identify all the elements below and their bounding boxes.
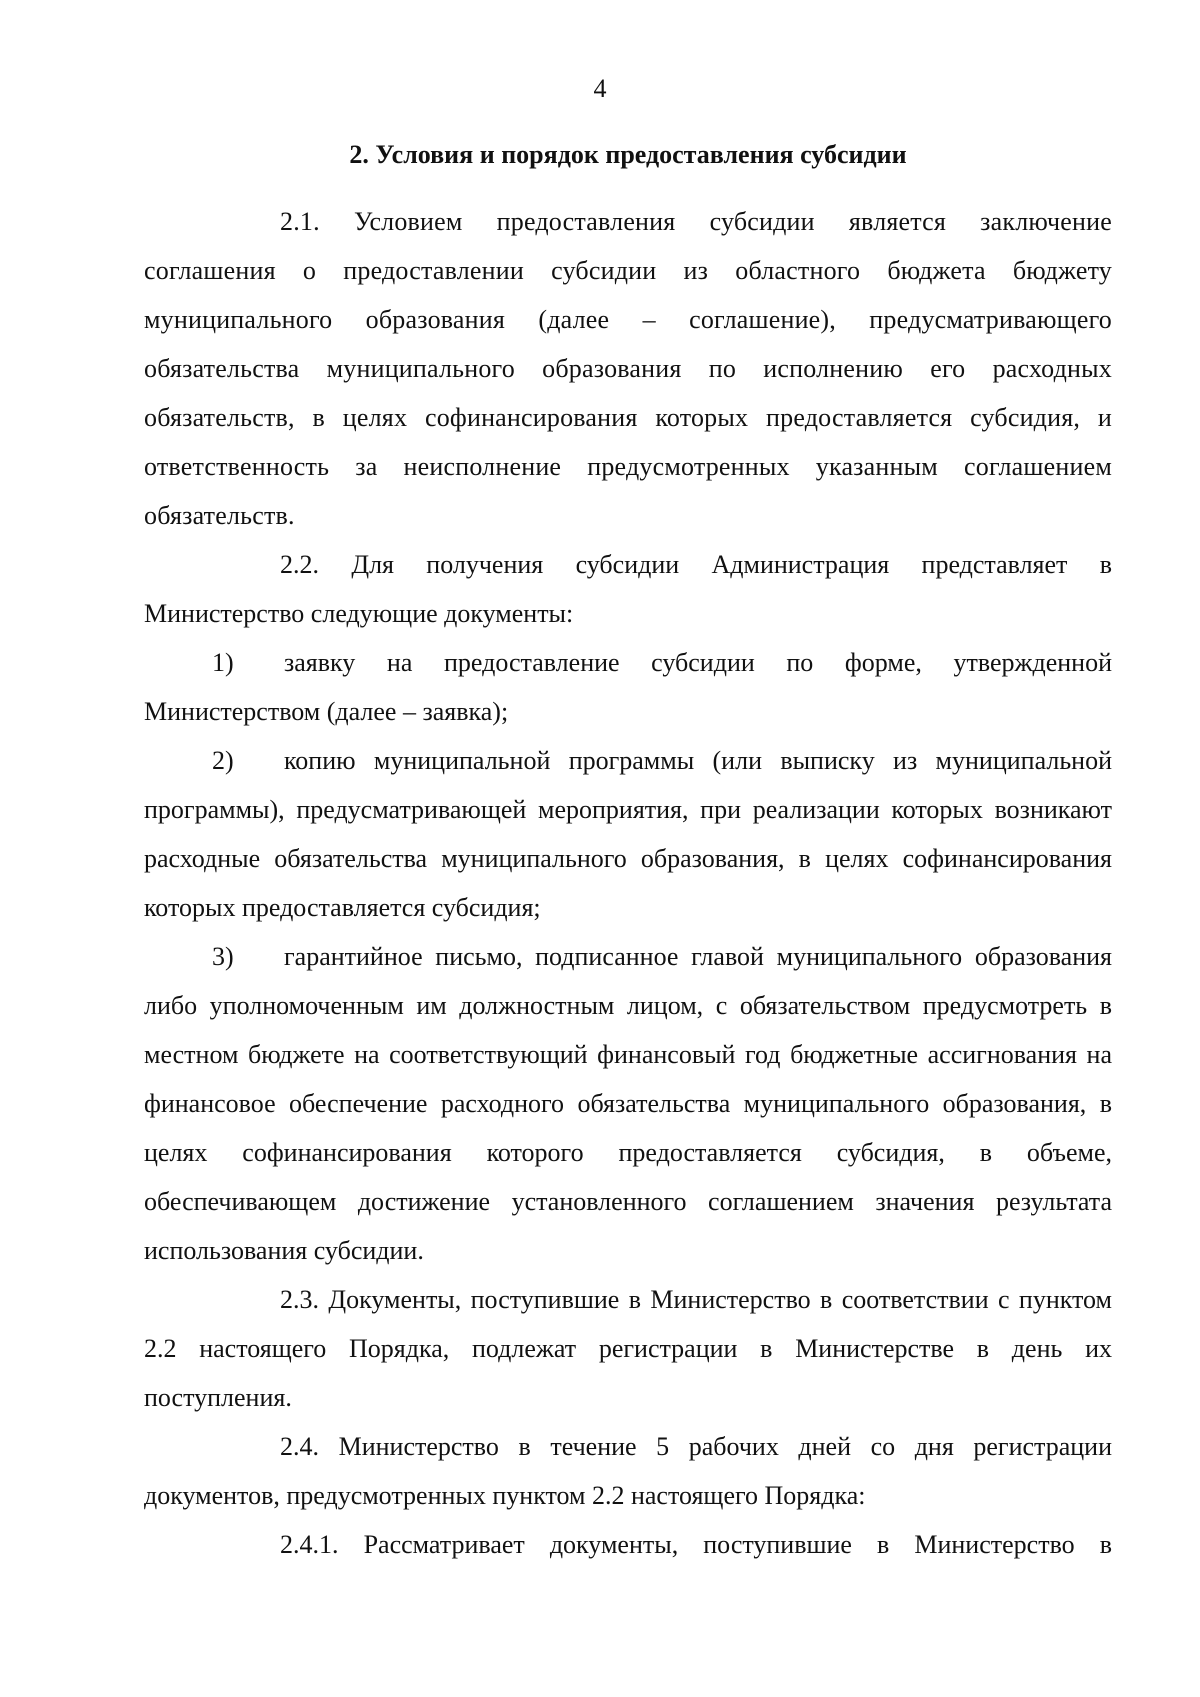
list-item-text: гарантийное письмо, подписанное главой муниципального образования либо уполномоченным им должностным лицом, с обязательством предусмотреть в местном бюджете на соответствующий финансовый год бюджетные ассигнования на финансовое обеспечение расходного обязательства муниципального образования, в целях софинансирования которого предоставляется субсидия, в объеме, обеспечивающем достижение установленного соглашением значения результата использования субсидии.: [144, 942, 1112, 1265]
paragraph-number: 2.4.1.: [280, 1530, 339, 1559]
paragraph-number: 2.4.: [280, 1432, 319, 1461]
paragraph-2-4-1: [144, 1520, 1112, 1569]
paragraph-text: Министерство в течение 5 рабочих дней со дня регистрации документов, предусмотренных пунктом 2.2 настоящего Порядка:: [144, 1432, 1113, 1510]
paragraph-number: 2.1.: [280, 207, 320, 236]
paragraph-number: 2.3.: [280, 1285, 319, 1314]
list-item-text: копию муниципальной программы (или выписку из муниципальной программы), предусматривающей мероприятия, при реализации которых возникают расходные обязательства муниципального образования, в целях софинансирования которых предоставляется субсидия;: [144, 746, 1112, 922]
list-item-2: [144, 736, 1112, 932]
section-title: 2. Условия и порядок предоставления субсидии: [349, 140, 907, 169]
list-item-1: [144, 638, 1112, 736]
list-item-number: 2): [212, 746, 234, 775]
list-item-number: 3): [212, 942, 234, 971]
paragraph-text: Для получения субсидии Администрация представляет в Министерство следующие документы:: [144, 550, 1113, 628]
paragraph-2-3: [144, 1275, 1112, 1422]
list-item-text: заявку на предоставление субсидии по форме, утвержденной Министерством (далее – заявка);: [144, 648, 1112, 726]
paragraph-2-1: [144, 197, 1112, 540]
paragraph-text: Рассматривает документы, поступившие в Министерство в: [363, 1530, 1112, 1559]
paragraph-number: 2.2.: [280, 550, 319, 579]
paragraph-text: Документы, поступившие в Министерство в соответствии с пунктом 2.2 настоящего Порядка, подлежат регистрации в Министерстве в день их поступления.: [144, 1285, 1112, 1412]
paragraph-2-4: [144, 1422, 1112, 1520]
page-number: 4: [593, 74, 607, 103]
paragraph-2-2: [144, 540, 1112, 638]
paragraph-text: Условием предоставления субсидии является заключение соглашения о предоставлении субсидии из областного бюджета бюджету муниципального образования (далее – соглашение), предусматривающего обязательства муниципального образования по исполнению его расходных обязательств, в целях софинансирования которых предоставляется субсидия, и ответственность за неисполнение предусмотренных указанным соглашением обязательств.: [144, 207, 1113, 530]
list-item-3: [144, 932, 1112, 1275]
document-body: [144, 197, 1112, 1569]
list-item-number: 1): [212, 648, 234, 677]
